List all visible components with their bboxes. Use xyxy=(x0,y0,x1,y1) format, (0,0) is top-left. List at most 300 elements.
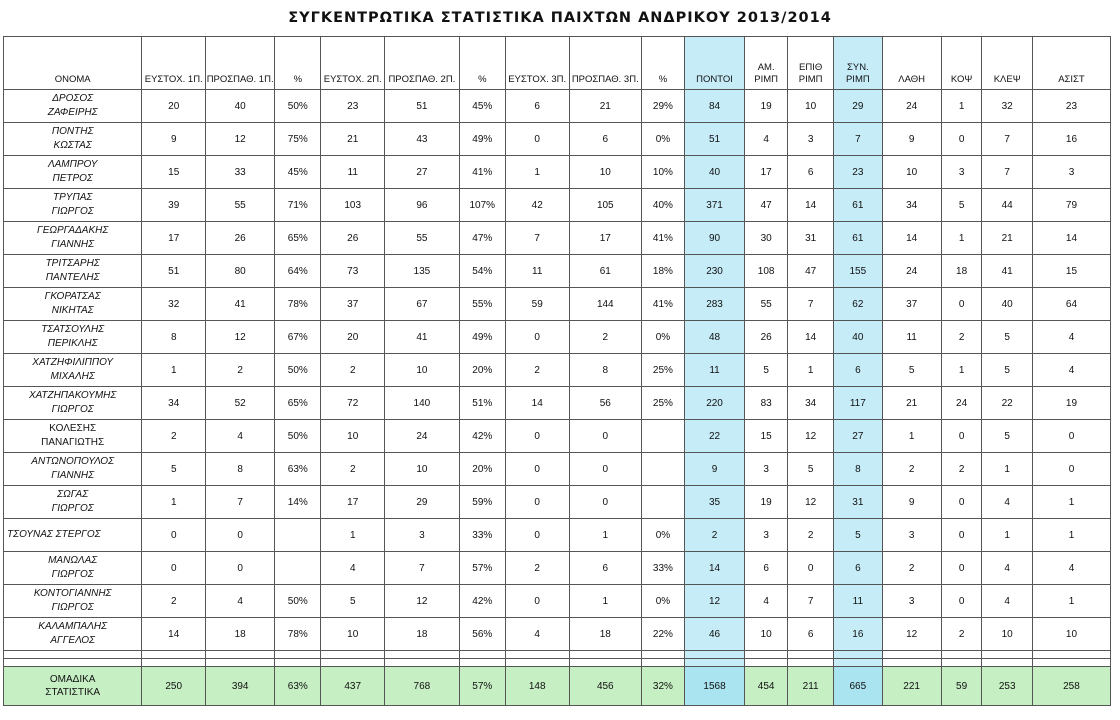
stat-cell: 4 xyxy=(1032,321,1110,354)
stat-cell: 0 xyxy=(941,552,982,585)
stat-cell xyxy=(275,519,321,552)
empty-cell xyxy=(982,651,1033,659)
table-row xyxy=(4,486,1111,519)
stat-cell: 59% xyxy=(459,486,505,519)
stat-cell: 67% xyxy=(275,321,321,354)
total-cell: 258 xyxy=(1032,667,1110,706)
stat-cell: 0 xyxy=(505,123,569,156)
stat-cell: 0 xyxy=(569,420,641,453)
player-name-cell xyxy=(4,519,142,552)
stat-cell: 4 xyxy=(206,585,275,618)
stat-cell: 4 xyxy=(982,552,1033,585)
stat-cell: 0 xyxy=(505,486,569,519)
empty-cell xyxy=(385,659,460,667)
stat-cell: 18 xyxy=(569,618,641,651)
stat-cell: 0 xyxy=(788,552,834,585)
stat-cell: 4 xyxy=(1032,354,1110,387)
stat-cell: 24 xyxy=(941,387,982,420)
stat-cell: 5 xyxy=(982,420,1033,453)
empty-cell xyxy=(385,651,460,659)
stat-cell: 8 xyxy=(569,354,641,387)
stat-cell: 3 xyxy=(745,519,788,552)
stat-cell: 0 xyxy=(142,552,206,585)
empty-cell xyxy=(642,659,685,667)
stat-cell: 29% xyxy=(642,90,685,123)
table-row xyxy=(4,255,1111,288)
stat-cell: 64% xyxy=(275,255,321,288)
total-cell: 148 xyxy=(505,667,569,706)
empty-cell xyxy=(882,651,941,659)
stat-cell: 17 xyxy=(569,222,641,255)
stat-cell: 6 xyxy=(788,618,834,651)
column-header: % xyxy=(642,37,685,90)
empty-cell xyxy=(745,651,788,659)
stat-cell: 10% xyxy=(642,156,685,189)
stat-cell: 0 xyxy=(941,288,982,321)
stat-cell: 47 xyxy=(788,255,834,288)
stat-cell: 0 xyxy=(1032,420,1110,453)
stat-cell: 40% xyxy=(642,189,685,222)
name-line-2: ΠΑΝΑΓΙΩΤΗΣ xyxy=(41,437,105,448)
empty-cell xyxy=(788,651,834,659)
stat-cell: 0 xyxy=(941,519,982,552)
stat-cell: 16 xyxy=(834,618,882,651)
stat-cell: 24 xyxy=(385,420,460,453)
stat-cell: 10 xyxy=(385,354,460,387)
stat-cell: 62 xyxy=(834,288,882,321)
name-line-2: ΓΙΩΡΓΟΣ xyxy=(51,404,94,415)
stat-cell: 1 xyxy=(941,222,982,255)
stat-cell: 0 xyxy=(505,453,569,486)
stat-cell: 14 xyxy=(142,618,206,651)
stat-cell: 45% xyxy=(275,156,321,189)
stat-cell: 50% xyxy=(275,90,321,123)
stat-cell: 0 xyxy=(941,585,982,618)
empty-cell xyxy=(788,659,834,667)
stat-cell: 41% xyxy=(642,288,685,321)
empty-cell xyxy=(684,651,744,659)
stat-cell: 5 xyxy=(321,585,385,618)
stat-cell: 1 xyxy=(1032,519,1110,552)
column-header: ΕΥΣΤΟΧ. 1Π. xyxy=(142,37,206,90)
name-line-1: ΜΑΝΩΛΑΣ xyxy=(48,555,98,566)
stat-cell: 155 xyxy=(834,255,882,288)
stat-cell: 46 xyxy=(684,618,744,651)
stat-cell: 17 xyxy=(321,486,385,519)
stat-cell: 50% xyxy=(275,420,321,453)
stat-cell: 65% xyxy=(275,222,321,255)
stat-cell: 18 xyxy=(941,255,982,288)
total-cell: 211 xyxy=(788,667,834,706)
stat-cell: 283 xyxy=(684,288,744,321)
stat-cell: 20 xyxy=(321,321,385,354)
stat-cell: 44 xyxy=(982,189,1033,222)
empty-cell xyxy=(1032,659,1110,667)
name-line-1: ΤΡΙΤΣΑΡΗΣ xyxy=(45,258,100,269)
stat-cell: 33 xyxy=(206,156,275,189)
stat-cell: 15 xyxy=(745,420,788,453)
stat-cell: 2 xyxy=(142,420,206,453)
table-row xyxy=(4,387,1111,420)
stat-cell: 40 xyxy=(684,156,744,189)
stat-cell: 18 xyxy=(206,618,275,651)
stat-cell: 1 xyxy=(941,354,982,387)
empty-cell xyxy=(882,659,941,667)
stat-cell: 73 xyxy=(321,255,385,288)
player-name-cell xyxy=(4,453,142,486)
stat-cell: 57% xyxy=(459,552,505,585)
stat-cell: 2 xyxy=(788,519,834,552)
empty-cell xyxy=(505,651,569,659)
column-header: ΚΟΨ xyxy=(941,37,982,90)
stat-cell: 20 xyxy=(142,90,206,123)
player-name-cell xyxy=(4,288,142,321)
stat-cell: 78% xyxy=(275,288,321,321)
column-header: ΠΡΟΣΠΑΘ. 3Π. xyxy=(569,37,641,90)
stat-cell: 11 xyxy=(505,255,569,288)
empty-cell xyxy=(684,659,744,667)
stat-cell: 71% xyxy=(275,189,321,222)
column-header: ΣΥΝ. ΡΙΜΠ xyxy=(834,37,882,90)
stat-cell: 96 xyxy=(385,189,460,222)
stat-cell: 7 xyxy=(505,222,569,255)
stat-cell: 4 xyxy=(505,618,569,651)
stat-cell: 105 xyxy=(569,189,641,222)
empty-cell xyxy=(321,659,385,667)
name-line-1: ΔΡΟΣΟΣ xyxy=(52,93,94,104)
stat-cell: 11 xyxy=(882,321,941,354)
stat-cell: 63% xyxy=(275,453,321,486)
stat-cell: 5 xyxy=(982,354,1033,387)
stat-cell: 3 xyxy=(788,123,834,156)
table-row xyxy=(4,585,1111,618)
stat-cell: 19 xyxy=(745,486,788,519)
stat-cell: 21 xyxy=(321,123,385,156)
stat-cell: 108 xyxy=(745,255,788,288)
stat-cell: 0% xyxy=(642,585,685,618)
stat-cell: 2 xyxy=(569,321,641,354)
column-header: ΠΡΟΣΠΑΘ. 2Π. xyxy=(385,37,460,90)
stat-cell: 49% xyxy=(459,123,505,156)
stat-cell: 26 xyxy=(745,321,788,354)
column-header: ΟΝΟΜΑ xyxy=(4,37,142,90)
stat-cell: 1 xyxy=(941,90,982,123)
stat-cell: 0 xyxy=(941,123,982,156)
table-row xyxy=(4,354,1111,387)
stat-cell: 22 xyxy=(684,420,744,453)
stat-cell: 103 xyxy=(321,189,385,222)
name-line-2: ΓΙΩΡΓΟΣ xyxy=(51,602,94,613)
stat-cell: 15 xyxy=(142,156,206,189)
name-line-2: ΓΙΩΡΓΟΣ xyxy=(51,569,94,580)
stat-cell: 16 xyxy=(1032,123,1110,156)
stat-cell: 12 xyxy=(788,420,834,453)
stat-cell: 4 xyxy=(1032,552,1110,585)
stat-cell: 26 xyxy=(206,222,275,255)
player-name-cell xyxy=(4,90,142,123)
name-line-2: ΠΕΡΙΚΛΗΣ xyxy=(47,338,98,349)
column-header: % xyxy=(275,37,321,90)
stat-cell: 14 xyxy=(505,387,569,420)
empty-cell xyxy=(4,651,142,659)
stat-cell: 11 xyxy=(321,156,385,189)
stat-cell: 0% xyxy=(642,519,685,552)
empty-cell xyxy=(459,659,505,667)
stat-cell: 10 xyxy=(745,618,788,651)
stat-cell: 0 xyxy=(569,453,641,486)
stat-cell: 51 xyxy=(142,255,206,288)
stat-cell: 45% xyxy=(459,90,505,123)
stat-cell: 47% xyxy=(459,222,505,255)
stat-cell: 3 xyxy=(882,585,941,618)
name-line-1: ΚΟΝΤΟΓΙΑΝΝΗΣ xyxy=(33,588,112,599)
total-cell: 221 xyxy=(882,667,941,706)
stat-cell: 1 xyxy=(142,354,206,387)
stat-cell: 39 xyxy=(142,189,206,222)
stat-cell: 11 xyxy=(684,354,744,387)
stat-cell: 140 xyxy=(385,387,460,420)
stat-cell: 1 xyxy=(505,156,569,189)
player-name-cell xyxy=(4,255,142,288)
stat-cell: 51% xyxy=(459,387,505,420)
stat-cell: 61 xyxy=(569,255,641,288)
stat-cell: 21 xyxy=(982,222,1033,255)
empty-cell xyxy=(505,659,569,667)
stat-cell: 18 xyxy=(385,618,460,651)
empty-cell xyxy=(941,659,982,667)
stat-cell: 80 xyxy=(206,255,275,288)
total-cell: 250 xyxy=(142,667,206,706)
stat-cell: 23 xyxy=(321,90,385,123)
stat-cell: 2 xyxy=(882,453,941,486)
stat-cell: 6 xyxy=(788,156,834,189)
stat-cell: 29 xyxy=(834,90,882,123)
stat-cell: 19 xyxy=(1032,387,1110,420)
table-row xyxy=(4,453,1111,486)
stat-cell: 15 xyxy=(1032,255,1110,288)
name-line-2: ΑΓΓΕΛΟΣ xyxy=(50,635,96,646)
table-row xyxy=(4,420,1111,453)
page-title: ΣΥΓΚΕΝΤΡΩΤΙΚΑ ΣΤΑΤΙΣΤΙΚΑ ΠΑΙΧΤΩΝ ΑΝΔΡΙΚΟΥ 2013/2014 xyxy=(288,10,832,26)
stat-cell: 7 xyxy=(834,123,882,156)
stat-cell: 1 xyxy=(788,354,834,387)
stat-cell: 14 xyxy=(788,189,834,222)
stat-cell: 56 xyxy=(569,387,641,420)
name-line-2: ΠΕΤΡΟΣ xyxy=(52,173,93,184)
column-header: ΑΜ. ΡΙΜΠ xyxy=(745,37,788,90)
stat-cell: 25% xyxy=(642,387,685,420)
stat-cell: 12 xyxy=(385,585,460,618)
table-row xyxy=(4,288,1111,321)
stat-cell: 0 xyxy=(569,486,641,519)
stat-cell: 5 xyxy=(745,354,788,387)
stat-cell: 12 xyxy=(206,321,275,354)
totals-label-line: ΟΜΑΔΙΚΑ xyxy=(49,674,96,685)
empty-cell xyxy=(834,659,882,667)
name-line-2: ΠΑΝΤΕΛΗΣ xyxy=(45,272,100,283)
stat-cell: 6 xyxy=(834,354,882,387)
table-row xyxy=(4,519,1111,552)
column-header: ΚΛΕΨ xyxy=(982,37,1033,90)
stat-cell: 23 xyxy=(834,156,882,189)
empty-cell xyxy=(275,659,321,667)
stat-cell: 1 xyxy=(569,585,641,618)
stat-cell: 40 xyxy=(206,90,275,123)
empty-cell xyxy=(206,651,275,659)
total-cell: 63% xyxy=(275,667,321,706)
table-row xyxy=(4,618,1111,651)
stat-cell: 9 xyxy=(142,123,206,156)
stat-cell: 48 xyxy=(684,321,744,354)
empty-cell xyxy=(1032,651,1110,659)
totals-row xyxy=(4,667,1111,706)
stat-cell: 107% xyxy=(459,189,505,222)
stat-cell: 117 xyxy=(834,387,882,420)
player-name-cell xyxy=(4,387,142,420)
name-line-2: ΚΩΣΤΑΣ xyxy=(53,140,92,151)
stat-cell: 41 xyxy=(385,321,460,354)
stat-cell: 1 xyxy=(569,519,641,552)
stat-cell: 5 xyxy=(882,354,941,387)
stat-cell: 55% xyxy=(459,288,505,321)
table-row xyxy=(4,552,1111,585)
stat-cell: 10 xyxy=(788,90,834,123)
stat-cell: 14 xyxy=(684,552,744,585)
stat-cell: 14 xyxy=(1032,222,1110,255)
total-cell: 768 xyxy=(385,667,460,706)
stat-cell: 2 xyxy=(505,552,569,585)
stat-cell: 0 xyxy=(1032,453,1110,486)
stat-cell: 9 xyxy=(882,486,941,519)
stat-cell: 2 xyxy=(941,618,982,651)
total-cell: 394 xyxy=(206,667,275,706)
stat-cell: 25% xyxy=(642,354,685,387)
stat-cell: 1 xyxy=(1032,486,1110,519)
name-line-1: ΣΩΓΑΣ xyxy=(57,489,89,500)
stat-cell: 3 xyxy=(1032,156,1110,189)
stat-cell: 2 xyxy=(142,585,206,618)
stat-cell: 3 xyxy=(745,453,788,486)
stat-cell: 23 xyxy=(1032,90,1110,123)
stat-cell: 7 xyxy=(788,585,834,618)
stat-cell: 11 xyxy=(834,585,882,618)
stat-cell: 22% xyxy=(642,618,685,651)
stat-cell: 24 xyxy=(882,90,941,123)
stat-cell: 5 xyxy=(982,321,1033,354)
stat-cell: 6 xyxy=(505,90,569,123)
stat-cell: 12 xyxy=(684,585,744,618)
stat-cell: 8 xyxy=(142,321,206,354)
stat-cell: 7 xyxy=(206,486,275,519)
stat-cell: 12 xyxy=(788,486,834,519)
player-name-cell xyxy=(4,618,142,651)
name-line-1: ΑΝΤΩΝΟΠΟΥΛΟΣ xyxy=(31,456,115,467)
total-cell: 456 xyxy=(569,667,641,706)
stat-cell: 43 xyxy=(385,123,460,156)
name-line-2: ΜΙΧΑΛΗΣ xyxy=(50,371,95,382)
stat-cell: 41% xyxy=(642,222,685,255)
stat-cell: 49% xyxy=(459,321,505,354)
column-header: ΕΥΣΤΟΧ. 2Π. xyxy=(321,37,385,90)
stat-cell: 56% xyxy=(459,618,505,651)
empty-cell xyxy=(941,651,982,659)
stat-cell: 6 xyxy=(569,123,641,156)
name-line-1: ΧΑΤΖΗΦΙΛΙΠΠΟΥ xyxy=(32,357,114,368)
empty-cell xyxy=(275,651,321,659)
stat-cell: 35 xyxy=(684,486,744,519)
stat-cell: 33% xyxy=(642,552,685,585)
stat-cell: 4 xyxy=(206,420,275,453)
stat-cell: 1 xyxy=(882,420,941,453)
stat-cell: 7 xyxy=(982,123,1033,156)
stat-cell: 4 xyxy=(745,123,788,156)
stat-cell: 42% xyxy=(459,420,505,453)
stat-cell: 31 xyxy=(788,222,834,255)
stat-cell: 1 xyxy=(982,519,1033,552)
table-row xyxy=(4,156,1111,189)
stat-cell: 4 xyxy=(982,585,1033,618)
stat-cell: 26 xyxy=(321,222,385,255)
stat-cell xyxy=(642,486,685,519)
stat-cell: 34 xyxy=(882,189,941,222)
column-header: ΑΣΙΣΤ xyxy=(1032,37,1110,90)
stat-cell: 75% xyxy=(275,123,321,156)
stat-cell: 1 xyxy=(321,519,385,552)
stat-cell: 8 xyxy=(834,453,882,486)
name-line-1: ΤΣΟΥΝΑΣ ΣΤΕΡΓΟΣ xyxy=(7,529,101,540)
stat-cell: 14 xyxy=(788,321,834,354)
stat-cell: 6 xyxy=(834,552,882,585)
player-name-cell xyxy=(4,156,142,189)
stat-cell: 0 xyxy=(505,420,569,453)
stat-cell: 1 xyxy=(1032,585,1110,618)
stat-cell: 12 xyxy=(206,123,275,156)
player-name-cell xyxy=(4,552,142,585)
stat-cell: 2 xyxy=(941,321,982,354)
stat-cell: 64 xyxy=(1032,288,1110,321)
stat-cell: 55 xyxy=(206,189,275,222)
stat-cell: 41 xyxy=(206,288,275,321)
stat-cell: 135 xyxy=(385,255,460,288)
player-stats-table xyxy=(3,36,1111,706)
stat-cell: 144 xyxy=(569,288,641,321)
column-header: ΕΥΣΤΟΧ. 3Π. xyxy=(505,37,569,90)
stat-cell: 0 xyxy=(505,519,569,552)
table-row xyxy=(4,123,1111,156)
stat-cell: 0 xyxy=(505,585,569,618)
empty-cell xyxy=(321,651,385,659)
stat-cell: 7 xyxy=(385,552,460,585)
column-header: % xyxy=(459,37,505,90)
empty-cell xyxy=(569,659,641,667)
stat-cell: 50% xyxy=(275,585,321,618)
empty-cell xyxy=(142,651,206,659)
stat-cell: 0 xyxy=(505,321,569,354)
stat-cell: 61 xyxy=(834,222,882,255)
stat-cell: 0 xyxy=(941,420,982,453)
stat-cell: 40 xyxy=(982,288,1033,321)
stat-cell: 1 xyxy=(142,486,206,519)
stat-cell: 55 xyxy=(385,222,460,255)
stat-cell: 5 xyxy=(941,189,982,222)
stat-cell: 41 xyxy=(982,255,1033,288)
name-line-2: ΓΙΑΝΝΗΣ xyxy=(51,470,95,481)
stat-cell: 4 xyxy=(321,552,385,585)
stat-cell: 84 xyxy=(684,90,744,123)
stat-cell: 10 xyxy=(982,618,1033,651)
stat-cell: 10 xyxy=(321,618,385,651)
column-header: ΠΟΝΤΟΙ xyxy=(684,37,744,90)
